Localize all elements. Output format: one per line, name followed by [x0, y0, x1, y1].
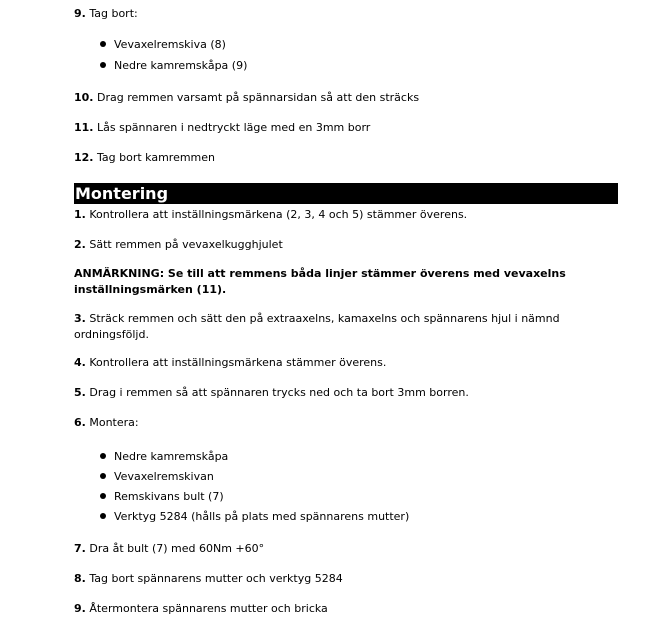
montering-step-3: [74, 311, 594, 343]
bullet-icon: [100, 62, 106, 68]
bullet-icon: [100, 513, 106, 519]
step-text: Kontrollera att inställningsmärkena (2, 3, 4 och 5) stämmer överens.: [89, 208, 468, 221]
montering-step-9: [74, 601, 328, 616]
step-text: Tag bort kamremmen: [97, 151, 216, 164]
section-heading-montering: Montering: [74, 183, 618, 204]
list-item-text: Vevaxelremskiva (8): [114, 38, 226, 51]
step-text: Drag i remmen så att spännaren trycks ned och ta bort 3mm borren.: [89, 386, 469, 399]
step-number: 6.: [74, 416, 86, 429]
list-item: [114, 37, 226, 52]
step-text: Sträck remmen och sätt den på extraaxelns, kamaxelns och spännarens hjul i nämnd ordningsföljd.: [74, 312, 560, 341]
bullet-icon: [100, 473, 106, 479]
removal-step-9: [74, 6, 138, 21]
step-number: 1.: [74, 208, 86, 221]
montering-step-7: [74, 541, 264, 556]
note-paragraph: ANMÄRKNING: Se till att remmens båda linjer stämmer överens med vevaxelns inställningsmärken (11).: [74, 267, 566, 296]
bullet-icon: [100, 41, 106, 47]
step-text: Drag remmen varsamt på spännarsidan så att den sträcks: [97, 91, 420, 104]
step-number: 4.: [74, 356, 86, 369]
step-number: 3.: [74, 312, 86, 325]
list-item: [114, 489, 224, 504]
step-number: 5.: [74, 386, 86, 399]
step-text: Återmontera spännarens mutter och bricka: [89, 602, 328, 615]
removal-step-10: [74, 90, 419, 105]
list-item-text: Nedre kamremskåpa: [114, 450, 229, 463]
list-item: [114, 58, 247, 73]
step-number: 9.: [74, 602, 86, 615]
list-item: [114, 449, 228, 464]
step-text: Montera:: [89, 416, 139, 429]
montering-step-4: [74, 355, 386, 370]
step-number: 10.: [74, 91, 94, 104]
list-item: [114, 509, 409, 524]
montering-step-5: [74, 385, 469, 400]
list-item-text: Remskivans bult (7): [114, 490, 224, 503]
bullet-icon: [100, 453, 106, 459]
step-text: Lås spännaren i nedtryckt läge med en 3mm borr: [97, 121, 371, 134]
montering-step-2: [74, 237, 283, 252]
montering-step-1: [74, 207, 467, 222]
step-text: Dra åt bult (7) med 60Nm +60°: [89, 542, 265, 555]
step-text: Kontrollera att inställningsmärkena stämmer överens.: [89, 356, 387, 369]
list-item-text: Nedre kamremskåpa (9): [114, 59, 248, 72]
step-text: Tag bort spännarens mutter och verktyg 5284: [89, 572, 343, 585]
step-number: 7.: [74, 542, 86, 555]
step-number: 11.: [74, 121, 94, 134]
list-item-text: Vevaxelremskivan: [114, 470, 214, 483]
list-item-text: Verktyg 5284 (hålls på plats med spännarens mutter): [114, 510, 410, 523]
list-item: [114, 469, 214, 484]
bullet-icon: [100, 493, 106, 499]
montering-step-8: [74, 571, 343, 586]
step-number: 8.: [74, 572, 86, 585]
step-text: Tag bort:: [89, 7, 138, 20]
step-number: 12.: [74, 151, 94, 164]
step-number: 9.: [74, 7, 86, 20]
removal-step-12: [74, 150, 215, 165]
removal-step-11: [74, 120, 370, 135]
montering-step-6: [74, 415, 139, 430]
step-text: Sätt remmen på vevaxelkugghjulet: [89, 238, 283, 251]
step-number: 2.: [74, 238, 86, 251]
